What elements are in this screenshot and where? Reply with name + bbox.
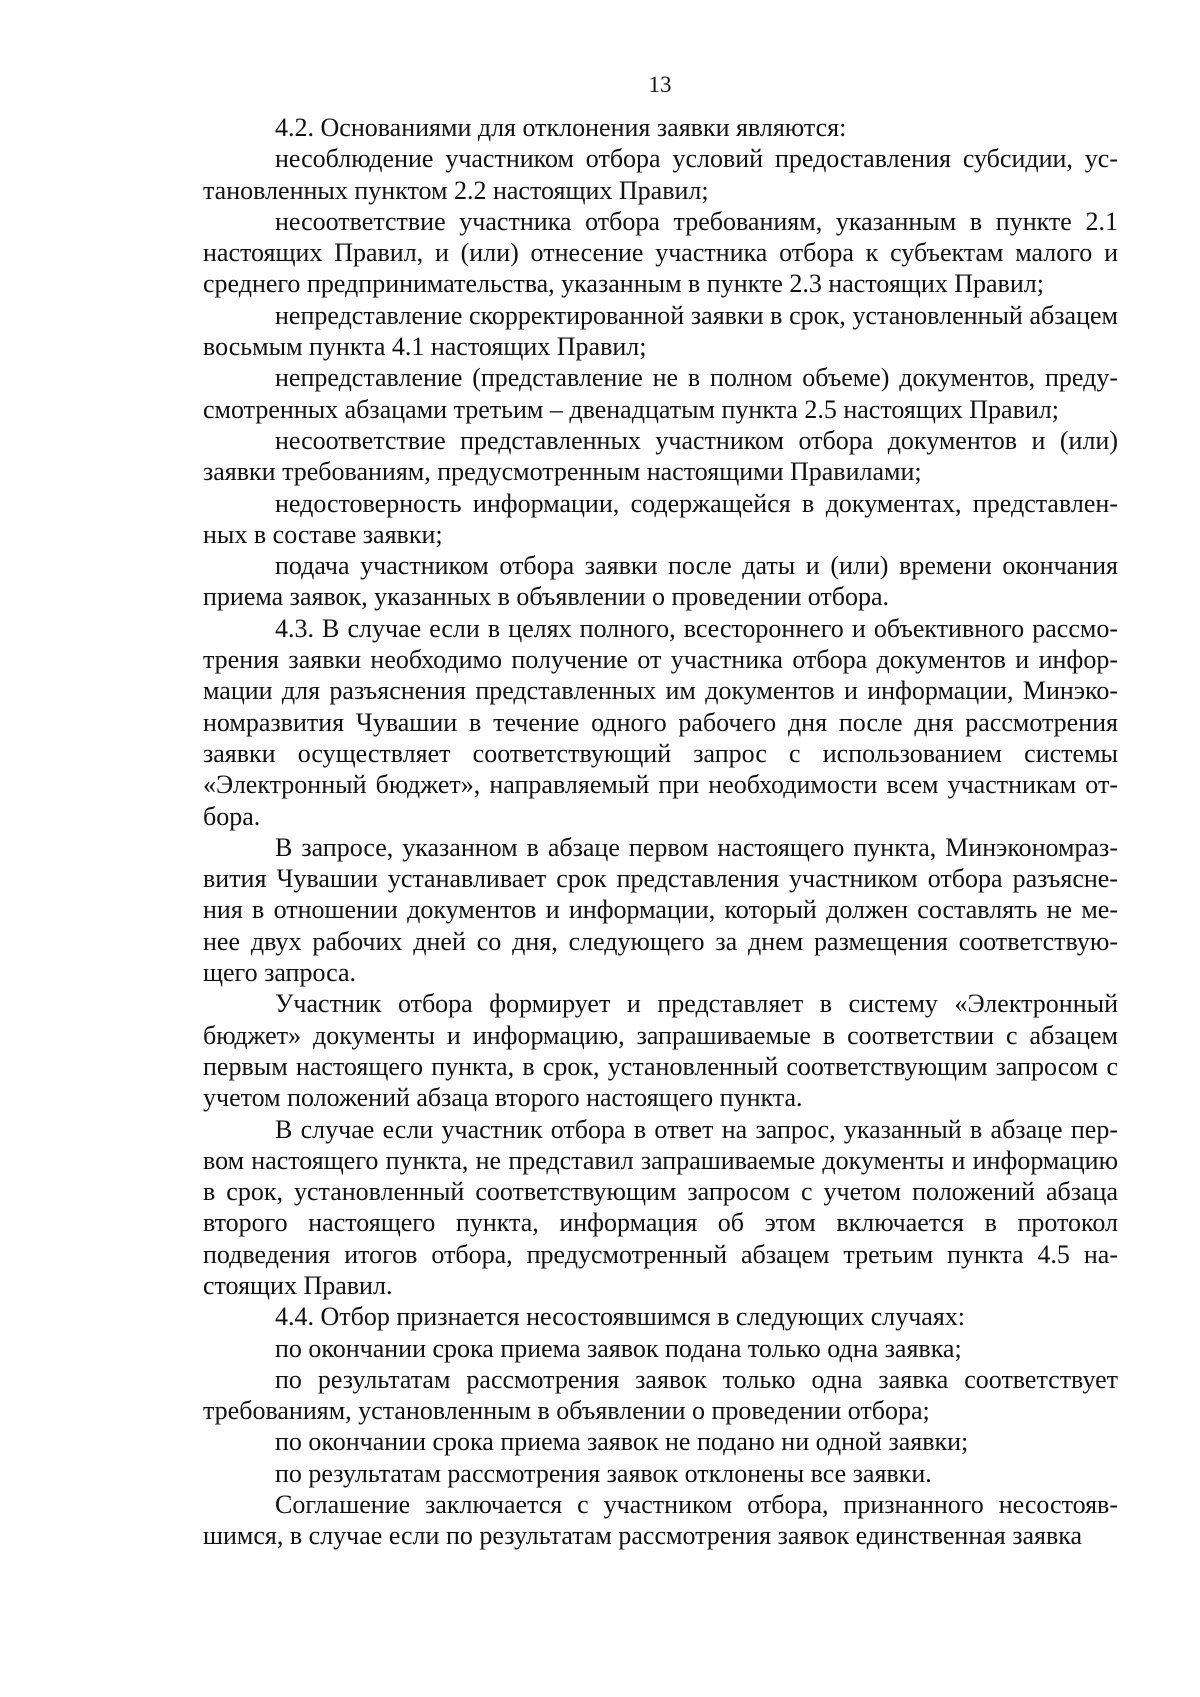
paragraph-4-2-heading: 4.2. Основаниями для отклонения заявки являются: — [275, 113, 847, 142]
paragraph-rejection-reason: непредставление (представление не в полном объеме) документов, предусмотренных абзацами третьим – двенадцатым пункта 2.5 настоящих Правил; — [203, 363, 1118, 424]
paragraph-4-3: 4.3. В случае если в целях полного, всестороннего и объективного рассмотрения заявки необходимо получение от участника отбора документов и информации для разъяснения представленных им документов и информации, Минэкономразвития Чувашии в течение одного рабочего дня после дня рассмотрения заявки осуществляет соответствующий запрос с использованием системы «Электронный бюджет», направляемый при необходимости всем участникам отбора. — [203, 613, 1118, 831]
paragraph-rejection-reason: подача участником отбора заявки после даты и (или) времени окончания приема заявок, указанных в объявлении о проведении отбора. — [203, 551, 1118, 612]
paragraph-rejection-reason: несоответствие представленных участником отбора документов и (или) заявки требованиям, предусмотренным настоящими Правилами; — [203, 425, 1118, 487]
paragraph-failed-selection-case: по результатам рассмотрения заявок только одна заявка соответствует требованиям, установленным в объявлении о проведении отбора; — [203, 1364, 1118, 1426]
paragraph-rejection-reason: непредставление скорректированной заявки в срок, установленный абзацем восьмым пункта 4.1 настоящих Правил; — [203, 300, 1118, 362]
paragraph-failed-selection-case: по результатам рассмотрения заявок отклонены все заявки. — [275, 1458, 932, 1488]
paragraph-no-response: В случае если участник отбора в ответ на запрос, указанный в абзаце первом настоящего пункта, не представил запрашиваемые документы и информацию в срок, установленный соответствующим запросом с учетом положений абзаца второго настоящего пункта, информация об этом включается в протокол подведения итогов отбора, предусмотренный абзацем третьим пункта 4.5 настоящих Правил. — [203, 1114, 1118, 1300]
page-number: 13 — [648, 72, 672, 97]
document-body — [203, 112, 1118, 1552]
paragraph-rejection-reason: недостоверность информации, содержащейся в документах, представленных в составе заявки; — [203, 488, 1118, 549]
paragraph-failed-selection-case: по окончании срока приема заявок подана только одна заявка; — [275, 1333, 962, 1363]
paragraph-rejection-reason: несоответствие участника отбора требованиям, указанным в пункте 2.1 настоящих Правил, и (или) отнесение участника отбора к субъектам малого и среднего предпринимательства, указанным в пункте 2.3 настоящих Правил; — [203, 206, 1118, 299]
paragraph-failed-selection-case: по окончании срока приема заявок не подано ни одной заявки; — [275, 1427, 969, 1457]
paragraph-request-deadline: В запросе, указанном в абзаце первом настоящего пункта, Минэкономразвития Чувашии устанавливает срок представления участником отбора разъяснения в отношении документов и информации, который должен составлять не менее двух рабочих дней со дня, следующего за днем размещения соответствующего запроса. — [203, 832, 1118, 988]
paragraph-rejection-reason: несоблюдение участником отбора условий предоставления субсидии, установленных пунктом 2.2 настоящих Правил; — [203, 144, 1118, 205]
paragraph-participant-response: Участник отбора формирует и представляет в систему «Электронный бюджет» документы и информацию, запрашиваемые в соответствии с абзацем первым настоящего пункта, в срок, установленный соответствующим запросом с учетом положений абзаца второго настоящего пункта. — [203, 989, 1118, 1113]
paragraph-4-4-heading: 4.4. Отбор признается несостоявшимся в следующих случаях: — [275, 1302, 966, 1332]
paragraph-agreement: Соглашение заключается с участником отбора, признанного несостоявшимся, в случае если по результатам рассмотрения заявок единственная заявка — [203, 1490, 1118, 1551]
